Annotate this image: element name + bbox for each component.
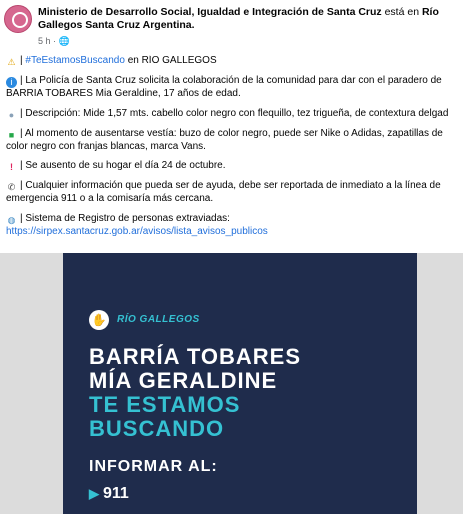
body-text: | Cualquier información que pueda ser de ayuda, debe ser reportada de inmediato a la línea de xyxy=(20,180,441,192)
body-line-4 xyxy=(6,108,463,121)
emergency-number: 911 xyxy=(103,485,129,502)
poster-slogan-line-2: BUSCANDO xyxy=(89,416,225,441)
post-header xyxy=(0,0,463,52)
body-text: en RÍO GALLEGOS xyxy=(127,55,217,66)
body-line-8 xyxy=(6,180,463,193)
poster-name-line-2: MÍA GERALDINE xyxy=(89,368,278,393)
body-text: | Sistema de Registro de personas extraviadas: xyxy=(20,212,230,224)
post-body xyxy=(6,55,463,238)
body-line-1: ⚠ | #TeEstamosBuscando en RÍO GALLEGOS xyxy=(7,55,217,67)
post-time[interactable]: 5 h xyxy=(38,36,51,46)
body-line-9: emergencia 911 o a la comisaría más cercana. xyxy=(6,193,214,205)
page-name-link[interactable]: Ministerio de Desarrollo Social, Igualdad e Integración de Santa Cruz xyxy=(38,6,382,18)
info-icon: i xyxy=(6,77,17,88)
poster-slogan-line-1: TE ESTAMOS xyxy=(89,392,241,417)
location-link[interactable]: Río Gallegos Santa Cruz Argentina. xyxy=(38,6,439,31)
hand-icon: ✋ xyxy=(89,310,109,330)
body-text: | Al momento de ausentarse vestía: buzo de color negro, puede ser Nike o Adidas, zapatillas de xyxy=(20,127,443,139)
post-author-line xyxy=(38,6,458,32)
post-meta: 5 h · 🌐 xyxy=(38,36,70,46)
post-image[interactable] xyxy=(0,253,463,514)
globe-icon: 🌐 xyxy=(58,36,70,46)
exclamation-icon: ! xyxy=(10,162,13,173)
poster-city: RÍO GALLEGOS xyxy=(117,314,200,325)
connector-text: está en xyxy=(384,6,420,18)
page-avatar[interactable] xyxy=(4,5,32,33)
body-text: | Se ausento de su hogar el día 24 de octubre. xyxy=(20,160,226,172)
warning-icon: ⚠ xyxy=(7,57,16,67)
body-line-7 xyxy=(6,160,463,173)
body-line-2 xyxy=(6,75,463,88)
poster-number xyxy=(89,485,129,503)
shirt-icon: ■ xyxy=(8,129,15,140)
poster-informar: INFORMAR AL: xyxy=(89,458,218,475)
body-text: | La Policía de Santa Cruz solicita la colaboración de la comunidad para dar con el paradero de xyxy=(20,75,442,86)
globe-icon: ◍ xyxy=(7,214,16,225)
phone-icon: ✆ xyxy=(7,182,16,193)
play-icon: ▶ xyxy=(89,486,99,501)
body-text: | Descripción: Mide 1,57 mts. cabello color negro con flequillo, tez trigueña, de contextura delgad xyxy=(20,107,449,119)
body-line-5 xyxy=(6,128,463,141)
body-line-10 xyxy=(6,213,463,226)
hashtag-link[interactable]: #TeEstamosBuscando xyxy=(25,55,125,66)
body-line-3: BARRIA TOBARES Mia Geraldine, 17 años de edad. xyxy=(6,88,241,99)
body-line-6: color negro con franjas blancas, marca Vans. xyxy=(6,140,206,152)
missing-person-poster xyxy=(63,253,417,514)
registry-link[interactable]: https://sirpex.santacruz.gob.ar/avisos/lista_avisos_publicos xyxy=(6,225,268,237)
poster-name-line-1: BARRÍA TOBARES xyxy=(89,344,302,369)
person-icon: ● xyxy=(8,109,15,120)
